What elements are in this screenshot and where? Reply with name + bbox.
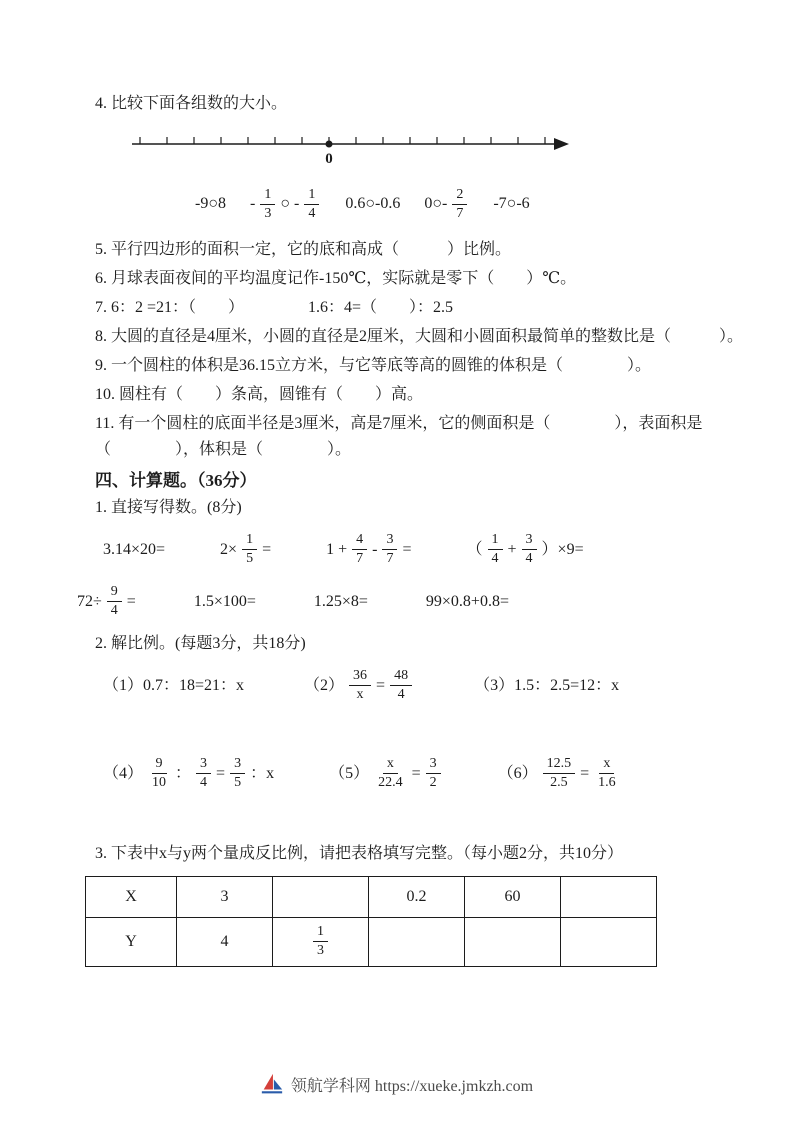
denominator: 3 [264, 205, 272, 221]
fraction [242, 533, 257, 566]
calc-problem: 1.25×8= [313, 592, 368, 610]
question-4-label: 4. 比较下面各组数的大小。 [95, 95, 288, 112]
numerator: 12.5 [543, 757, 576, 774]
fraction [374, 757, 407, 790]
numerator: x [383, 757, 398, 774]
table-cell [273, 876, 369, 917]
proportion-problem: （3）1.5：2.5=12：x [474, 676, 620, 694]
subsection-1-label: 1. 直接写得数。(8分) [95, 498, 242, 516]
zero-label: 0 [325, 151, 333, 167]
text: 2× [220, 540, 238, 558]
question-7-part1: 7. 6：2 =21：（ ） [95, 299, 245, 316]
table-cell: 3 [177, 876, 273, 917]
denominator: 1.6 [598, 775, 616, 790]
text: （6） [497, 764, 538, 782]
table-cell [369, 917, 465, 966]
text: + [507, 540, 517, 558]
fraction [230, 757, 245, 790]
fraction [522, 533, 537, 566]
fraction [390, 669, 412, 702]
subsection-3-label: 3. 下表中x与y两个量成反比例，请把表格填写完整。（每小题2分，共10分） [95, 844, 624, 862]
text: ）×9= [541, 540, 584, 558]
text: - [372, 540, 378, 558]
fraction [543, 757, 576, 790]
zero-point-dot [326, 141, 333, 148]
text: （ [466, 540, 483, 558]
question-10: 10. 圆柱有（ ）条高，圆锥有（ ）高。 [95, 386, 424, 403]
numerator: 4 [352, 533, 367, 550]
numerator: 1 [260, 188, 275, 205]
denominator: 22.4 [378, 775, 403, 790]
calc-problem: 3.14×20= [103, 540, 166, 558]
numerator: 1 [488, 533, 503, 550]
numerator: 9 [152, 757, 167, 774]
calc-row-1 [103, 528, 735, 572]
denominator: 2 [429, 775, 437, 790]
question-9: 9. 一个圆柱的体积是36.15立方米，与它等底等高的圆锥的体积是（ ）。 [95, 357, 652, 374]
fraction [452, 188, 467, 221]
denominator: 4 [525, 551, 533, 566]
numerator: 3 [522, 533, 537, 550]
text: = [580, 764, 590, 782]
text: - [250, 195, 256, 212]
fraction [594, 757, 620, 790]
text: ○ - [280, 195, 300, 212]
denominator: 4 [200, 775, 208, 790]
worksheet-content [77, 92, 744, 967]
proportion-row-2 [103, 750, 735, 798]
footer [0, 1072, 793, 1096]
number-line-graphic [130, 130, 570, 168]
comparison-row [195, 184, 735, 224]
question-11-line2: （ ），体积是（ ）。 [95, 441, 352, 458]
denominator: x [356, 687, 364, 702]
text: 1 + [326, 540, 348, 558]
denominator: 5 [246, 551, 254, 566]
text: （4） [103, 764, 144, 782]
comparison-3: 0.6○-0.6 [345, 195, 401, 212]
text: 0○- [424, 195, 448, 212]
table-cell [465, 917, 561, 966]
tick-marks [140, 137, 545, 144]
arrow-head-icon [554, 138, 569, 150]
question-8: 8. 大圆的直径是4厘米，小圆的直径是2厘米，大圆和小圆面积最简单的整数比是（ ）。 [95, 328, 744, 345]
text: （2） [304, 676, 345, 694]
text: （5） [329, 764, 370, 782]
numerator: 1 [242, 533, 257, 550]
numerator: 1 [304, 188, 319, 205]
text: ：x [250, 764, 275, 782]
numerator: 3 [196, 757, 211, 774]
section-4-title: 四、计算题。（36分） [95, 471, 257, 490]
fraction [148, 757, 170, 790]
text: = [376, 676, 386, 694]
table-cell: 60 [465, 876, 561, 917]
numerator: 48 [390, 669, 412, 686]
text: = [126, 592, 136, 610]
calc-problem [467, 533, 584, 566]
table-cell [561, 876, 657, 917]
number-line [130, 130, 735, 168]
fraction [313, 925, 328, 958]
text: 72÷ [77, 592, 102, 610]
text: ： [175, 764, 192, 782]
fraction [107, 585, 122, 618]
numerator: 36 [349, 669, 371, 686]
denominator: 7 [456, 205, 464, 221]
fraction [426, 757, 441, 790]
footer-site-text: 领航学科网 https://xueke.jmkzh.com [290, 1077, 534, 1095]
denominator: 7 [386, 551, 394, 566]
table-cell: 0.2 [369, 876, 465, 917]
denominator: 4 [308, 205, 316, 221]
proportion-problem [329, 757, 443, 790]
fraction [304, 188, 319, 221]
inverse-proportion-table [85, 876, 657, 967]
calc-problem [220, 533, 271, 566]
comparison-4 [424, 188, 469, 221]
fraction [349, 669, 371, 702]
question-11-line1: 11. 有一个圆柱的底面半径是3厘米，高是7厘米，它的侧面积是（ ），表面积是 [95, 415, 703, 432]
table-cell [561, 917, 657, 966]
numerator: 1 [313, 925, 328, 942]
table-cell: 4 [177, 917, 273, 966]
numerator: 2 [452, 188, 467, 205]
denominator: 7 [356, 551, 364, 566]
question-6: 6. 月球表面夜间的平均温度记作-150℃，实际就是零下（ ）℃。 [95, 270, 577, 287]
denominator: 10 [152, 775, 167, 790]
subsection-2-label: 2. 解比例。(每题3分，共18分) [95, 634, 306, 652]
denominator: 4 [110, 603, 118, 618]
table-cell: X [86, 876, 177, 917]
calc-problem: 99×0.8+0.8= [425, 592, 509, 610]
proportion-problem: （1）0.7：18=21：x [103, 676, 245, 694]
question-7 [95, 296, 735, 320]
fraction [196, 757, 211, 790]
denominator: 3 [317, 943, 324, 958]
proportion-row-1 [103, 662, 735, 710]
proportion-problem [103, 757, 274, 790]
fraction [352, 533, 367, 566]
fraction [382, 533, 397, 566]
fraction [260, 188, 275, 221]
calc-row-2 [77, 580, 735, 624]
text: = [216, 764, 226, 782]
numerator: 3 [230, 757, 245, 774]
calc-problem [326, 533, 411, 566]
proportion-problem [498, 757, 622, 790]
calc-problem [77, 585, 136, 618]
numerator: 9 [107, 585, 122, 602]
text: = [411, 764, 421, 782]
table-row-y [86, 917, 657, 966]
text: = [262, 540, 272, 558]
denominator: 4 [491, 551, 499, 566]
denominator: 4 [397, 687, 405, 702]
calc-problem: 1.5×100= [193, 592, 256, 610]
numerator: 3 [426, 757, 441, 774]
fraction [488, 533, 503, 566]
comparison-5: -7○-6 [493, 195, 530, 212]
question-5: 5. 平行四边形的面积一定，它的底和高成（ ）比例。 [95, 241, 512, 258]
denominator: 2.5 [550, 775, 568, 790]
question-7-part2: 1.6：4=（ ）：2.5 [308, 299, 454, 316]
denominator: 5 [234, 775, 242, 790]
numerator: 3 [382, 533, 397, 550]
table-cell [273, 917, 369, 966]
text: = [402, 540, 412, 558]
comparison-1: -9○8 [195, 195, 226, 212]
numerator: x [599, 757, 614, 774]
comparison-2 [250, 188, 321, 221]
table-row-x [86, 876, 657, 917]
site-logo-icon [260, 1072, 284, 1096]
table-cell: Y [86, 917, 177, 966]
proportion-problem [304, 669, 414, 702]
